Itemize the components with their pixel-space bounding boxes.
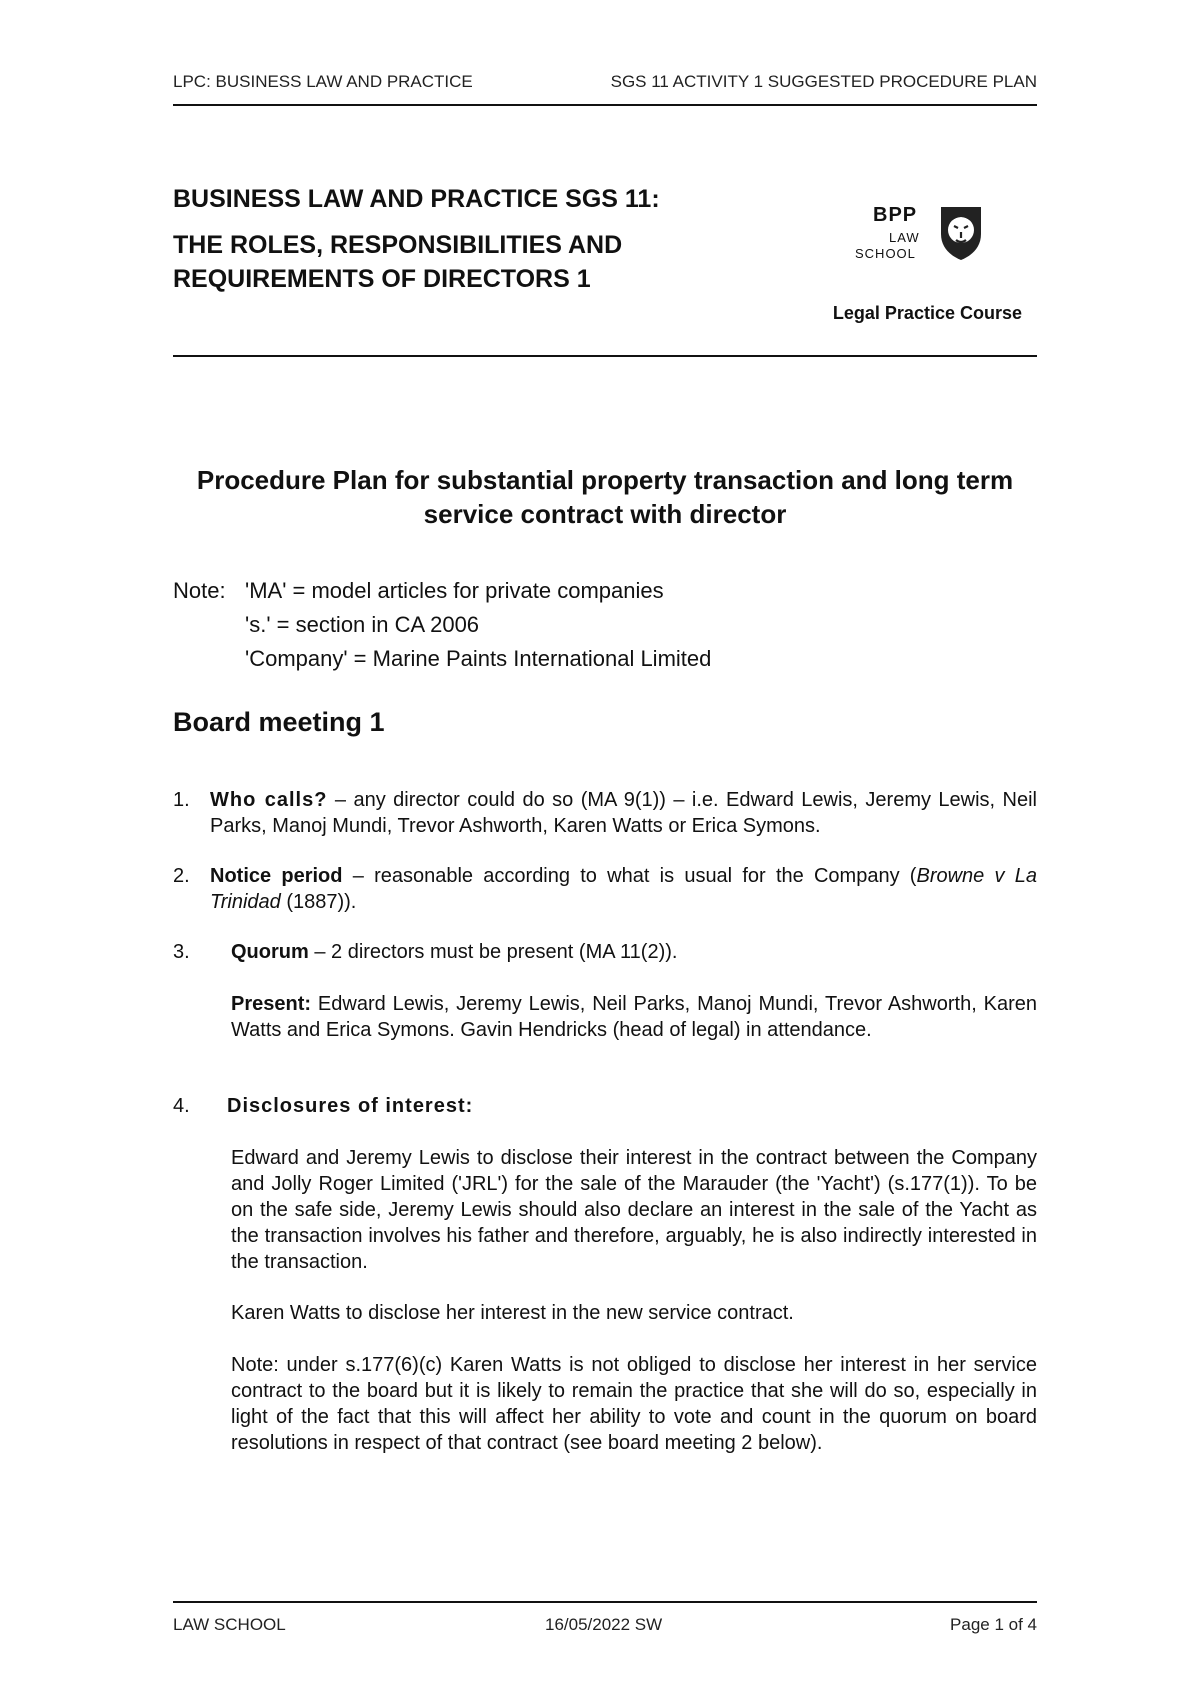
note-line: 'Company' = Marine Paints International Limited: [245, 646, 712, 671]
item-text: – any director could do so (MA 9(1)) – i.e. Edward Lewis, Jeremy Lewis, Neil Parks, Manoj Mundi, Trevor Ashworth, Karen Watts or Erica Symons.: [210, 789, 1037, 837]
plan-title: Procedure Plan for substantial property transaction and long term service contract with director: [196, 465, 1014, 529]
list-item-disclosures: [173, 1093, 1037, 1119]
header-rule: [173, 104, 1037, 106]
present-label: Present:: [231, 993, 312, 1015]
disclosure-paragraph: Karen Watts to disclose her interest in the new service contract.: [231, 1302, 794, 1324]
item-number: 1.: [173, 789, 190, 811]
document-title-line1: BUSINESS LAW AND PRACTICE SGS 11:: [173, 185, 660, 213]
header-right: SGS 11 ACTIVITY 1 SUGGESTED PROCEDURE PLAN: [610, 72, 1037, 91]
item-number: 3.: [173, 941, 190, 963]
item-text: (1887)).: [280, 891, 357, 913]
disclosure-paragraph: Edward and Jeremy Lewis to disclose their interest in the contract between the Company and Jolly Roger Limited ('JRL') for the sale of the Marauder (the 'Yacht') (s.177(1)). To be on the safe side, Jeremy Lewis should also declare an interest in the sale of the Yacht as the transaction involves his father and therefore, arguably, he is also indirectly interested in the transaction.: [231, 1147, 1037, 1273]
present-paragraph: [231, 991, 1037, 1043]
list-item-quorum: [173, 939, 1037, 965]
page-number: Page 1 of 4: [950, 1615, 1037, 1634]
lion-shield-icon: [938, 204, 984, 262]
disclosure-note-paragraph: Note: under s.177(6)(c) Karen Watts is not obliged to disclose her interest in her service contract to the board but it is likely to remain the practice that she will do so, especially in light of the fact that this will affect her ability to vote and count in the quorum on board resolutions in respect of that contract (see board meeting 2 below).: [231, 1354, 1037, 1454]
list-item-notice-period: [173, 863, 1037, 915]
item-text: – reasonable according to what is usual for the Company (: [342, 865, 917, 887]
logo-brand: BPP: [873, 204, 918, 226]
footer-date: 16/05/2022 SW: [545, 1615, 663, 1634]
logo-law: LAW: [889, 230, 920, 245]
item-label: Quorum: [231, 941, 309, 963]
footer-rule: [173, 1601, 1037, 1603]
item-number: 4.: [173, 1095, 190, 1117]
item-text: – 2 directors must be present (MA 11(2)).: [308, 941, 678, 963]
item-label: Who calls?: [210, 789, 328, 811]
title-rule: [173, 355, 1037, 357]
item-number: 2.: [173, 865, 190, 887]
item-label: Notice period: [210, 865, 343, 887]
case-name: Browne v La Trinidad: [210, 865, 1038, 913]
note-label: Note:: [173, 578, 226, 603]
logo-school: SCHOOL: [855, 246, 916, 261]
header-left: LPC: BUSINESS LAW AND PRACTICE: [173, 72, 473, 91]
section-heading: Board meeting 1: [173, 707, 385, 737]
note-line: 'MA' = model articles for private companies: [245, 578, 664, 603]
document-title-line2: THE ROLES, RESPONSIBILITIES AND REQUIREMENTS OF DIRECTORS 1: [173, 231, 623, 293]
present-text: Edward Lewis, Jeremy Lewis, Neil Parks, Manoj Mundi, Trevor Ashworth, Karen Watts and Erica Symons. Gavin Hendricks (head of legal) in attendance.: [231, 993, 1037, 1041]
bpp-logo: [855, 204, 985, 266]
note-line: 's.' = section in CA 2006: [245, 612, 480, 637]
list-item-who-calls: [173, 787, 1037, 839]
abbreviation-note: [173, 574, 711, 676]
footer-left: LAW SCHOOL: [173, 1615, 286, 1634]
item-label: Disclosures of interest:: [227, 1095, 474, 1117]
course-name: Legal Practice Course: [832, 303, 1022, 323]
